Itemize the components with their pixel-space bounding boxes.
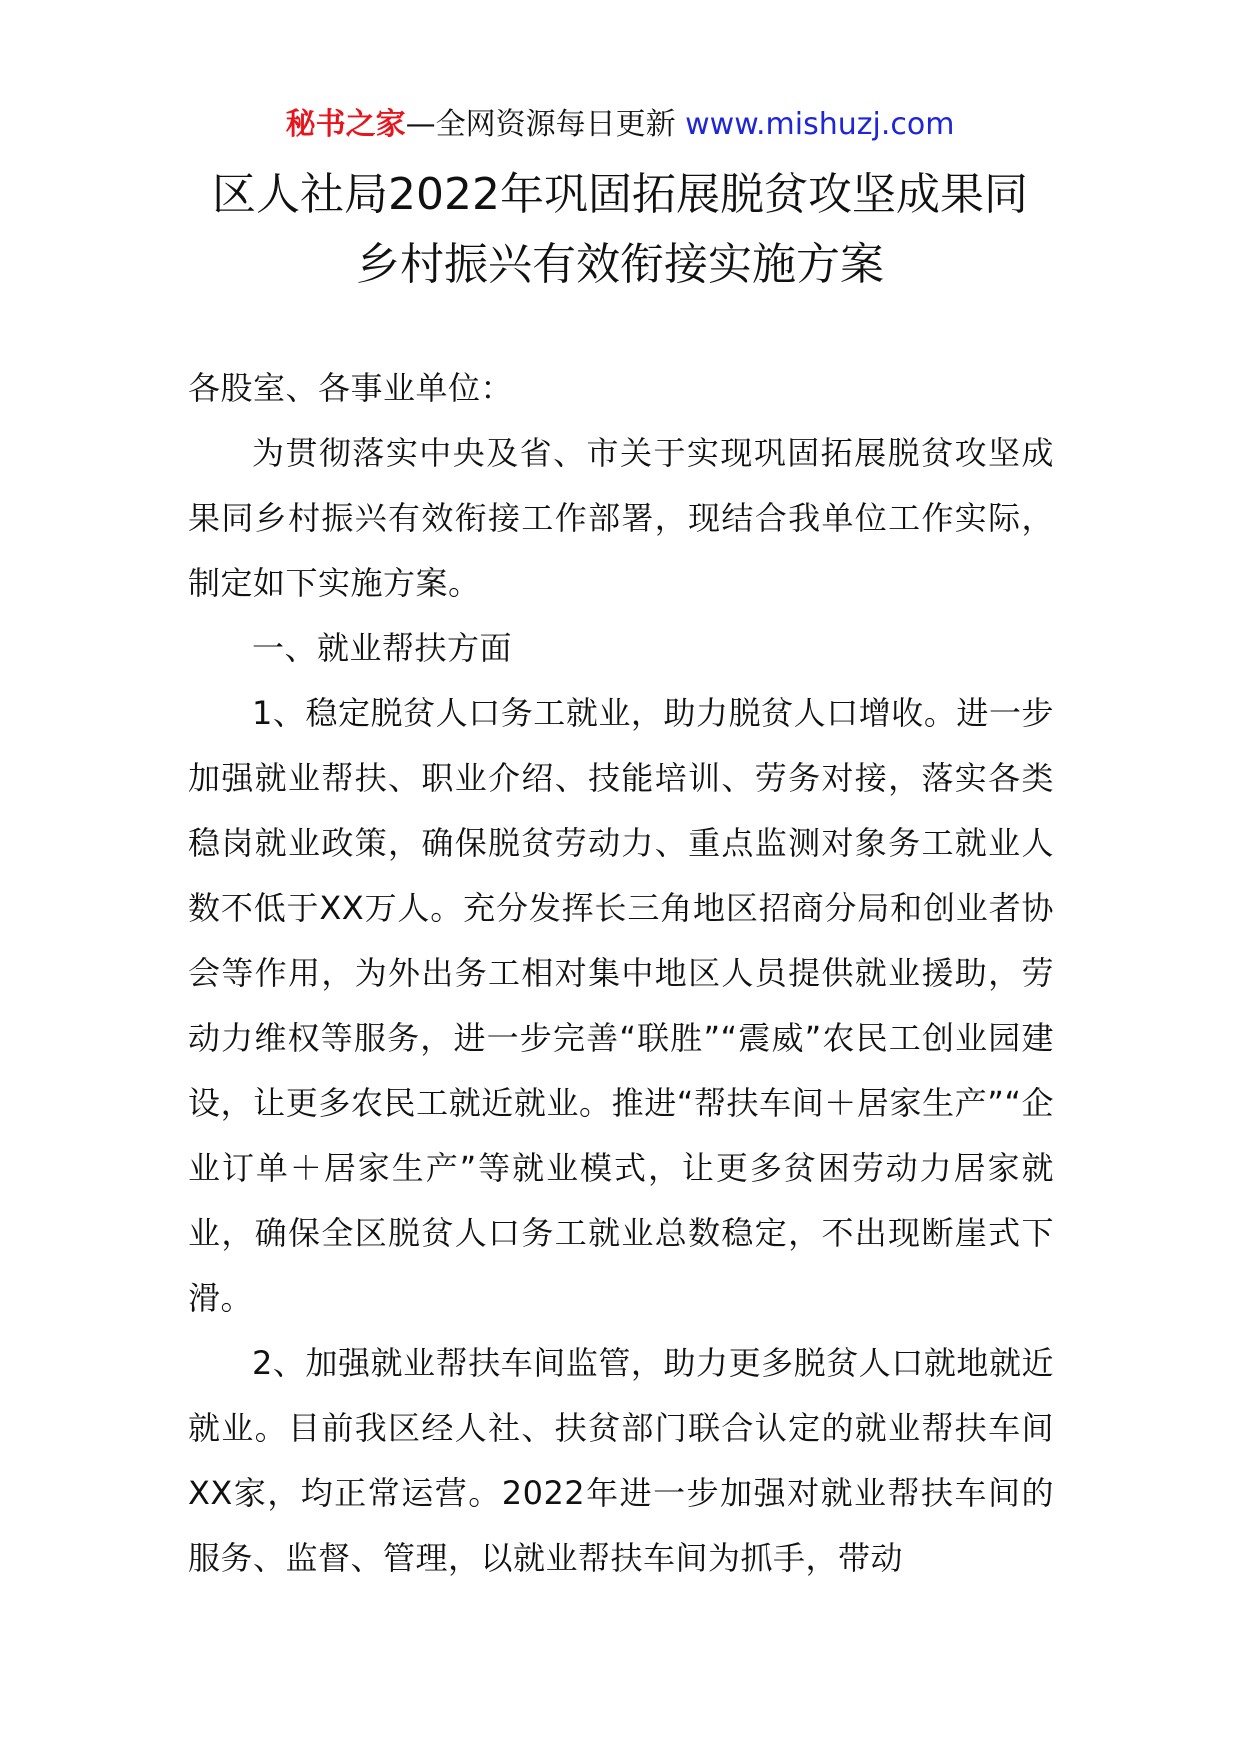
banner-slogan: —全网资源每日更新: [405, 107, 686, 142]
section-heading-employment: 一、就业帮扶方面: [252, 629, 513, 667]
brand-name: 秘书之家: [285, 107, 406, 142]
title-line-1: 区人社局2022年巩固拓展脱贫攻坚成果同: [212, 169, 1028, 220]
intro-paragraph: 为贯彻落实中央及省、市关于实现巩固拓展脱贫攻坚成果同乡村振兴有效衔接工作部署，现结合我单位工作实际，制定如下实施方案。: [188, 434, 1054, 602]
salutation: 各股室、各事业单位：: [188, 369, 514, 407]
site-banner: [0, 104, 1240, 146]
title-line-2: 乡村振兴有效衔接实施方案: [356, 239, 884, 290]
item-paragraph-2: 2、加强就业帮扶车间监管，助力更多脱贫人口就地就近就业。目前我区经人社、扶贫部门联合认定的就业帮扶车间XX家，均正常运营。2022年进一步加强对就业帮扶车间的服务、监督、管理，以就业帮扶车间为抓手，带动: [188, 1344, 1054, 1577]
website-link[interactable]: www.mishuzj.com: [685, 107, 955, 142]
document-title: [0, 160, 1240, 300]
item-paragraph-1: 1、稳定脱贫人口务工就业，助力脱贫人口增收。进一步加强就业帮扶、职业介绍、技能培训、劳务对接，落实各类稳岗就业政策，确保脱贫劳动力、重点监测对象务工就业人数不低于XX万人。充分发挥长三角地区招商分局和创业者协会等作用，为外出务工相对集中地区人员提供就业援助，劳动力维权等服务，进一步完善“联胜”“震威”农民工创业园建设，让更多农民工就近就业。推进“帮扶车间＋居家生产”“企业订单＋居家生产”等就业模式，让更多贫困劳动力居家就业，确保全区脱贫人口务工就业总数稳定，不出现断崖式下滑。: [188, 694, 1054, 1317]
document-body: [188, 356, 1054, 1591]
